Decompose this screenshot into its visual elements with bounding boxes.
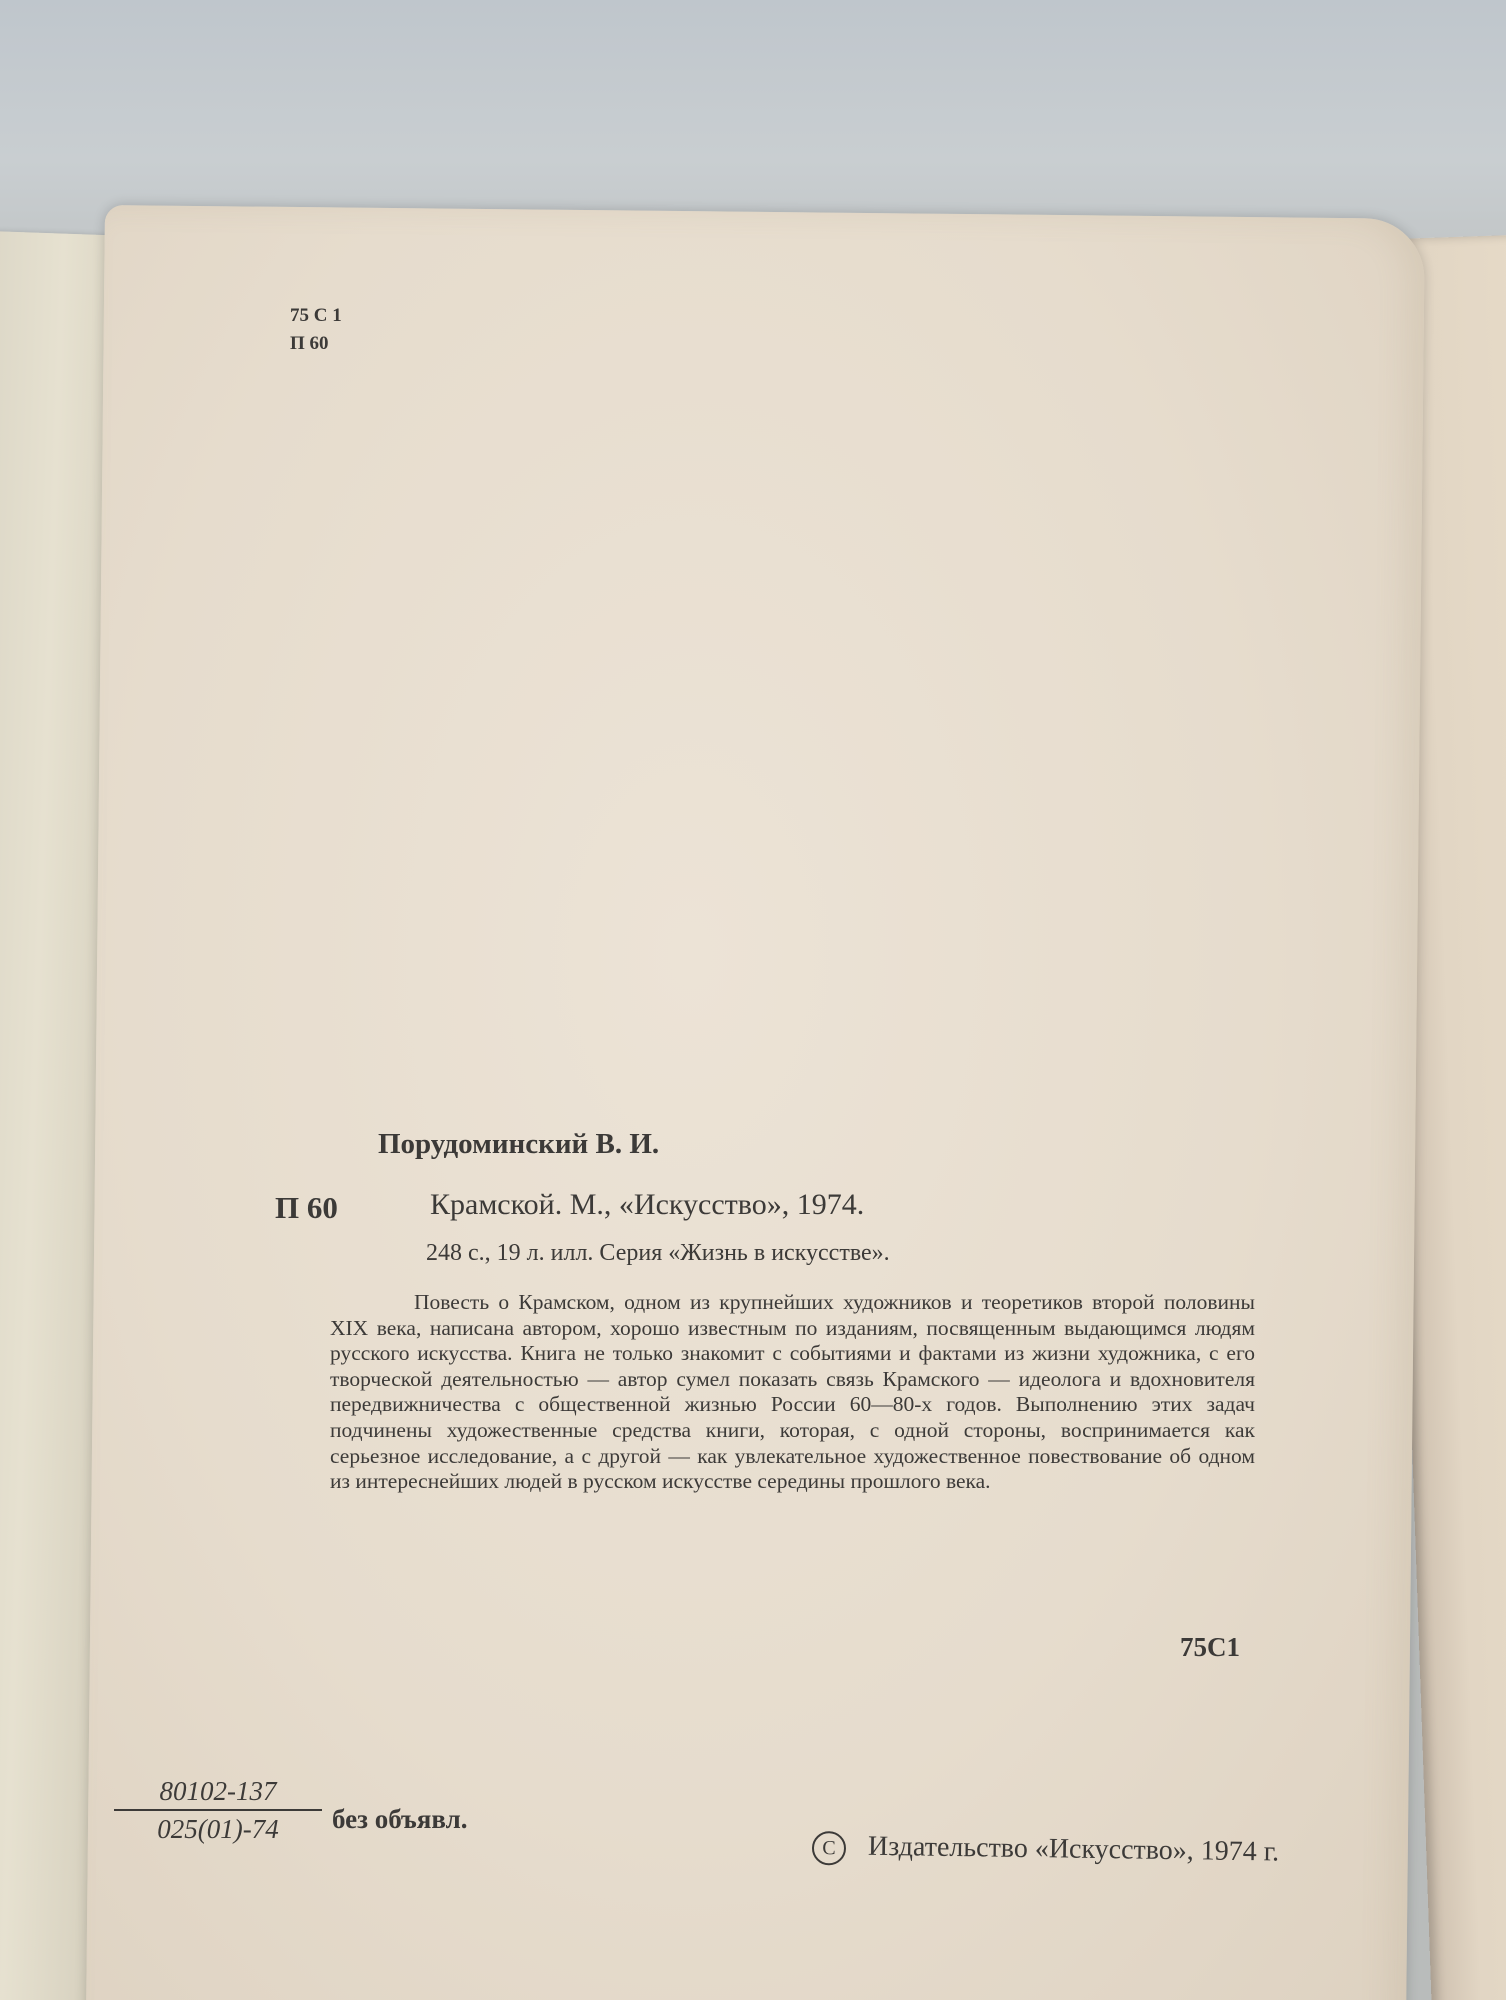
no-announcement-note: без объявл. (332, 1804, 468, 1834)
abstract-paragraph: Повесть о Крамском, одном из крупнейших художников и теоретиков второй половины XIX века, написана автором, хорошо известным по изданиям, посвященным выдающимся людям русского искусства. Книга не только знакомит с событиями и фактами из жизни художника, с его творческой деятельностью — автор сумел показать связь Крамского — идеолога и вдохновителя передвижничества с общественной жизнью России 60—80-х годов. Выполнению этих задач подчинены художественные средства книги, которая, с одной стороны, воспринимается как серьезное исследование, а с другой — как увлекательное художественное повествование об одном из интереснейших людей в русском искусстве середины прошлого века. (330, 1290, 1255, 1494)
class-mark: П 60 (275, 1190, 338, 1225)
pages-line: 248 с., 19 л. илл. Серия «Жизнь в искусстве». (426, 1240, 890, 1266)
top-classification (290, 302, 342, 358)
top-classification-line1: 75 С 1 (290, 305, 342, 326)
copyright-icon: C (812, 1831, 846, 1865)
author-name: Порудоминский В. И. (378, 1128, 660, 1160)
top-classification-line2: П 60 (290, 333, 329, 354)
bottom-classification: 75С1 (1180, 1632, 1240, 1662)
code-denominator: 025(01)-74 (157, 1814, 279, 1844)
copyright-line (812, 1830, 1280, 1871)
copyright-text: Издательство «Искусство», 1974 г. (867, 1830, 1280, 1868)
book-page (86, 205, 1425, 2000)
publisher-code (118, 1773, 318, 1847)
code-numerator: 80102-137 (159, 1776, 277, 1806)
title-line: Крамской. М., «Искусство», 1974. (430, 1188, 865, 1221)
